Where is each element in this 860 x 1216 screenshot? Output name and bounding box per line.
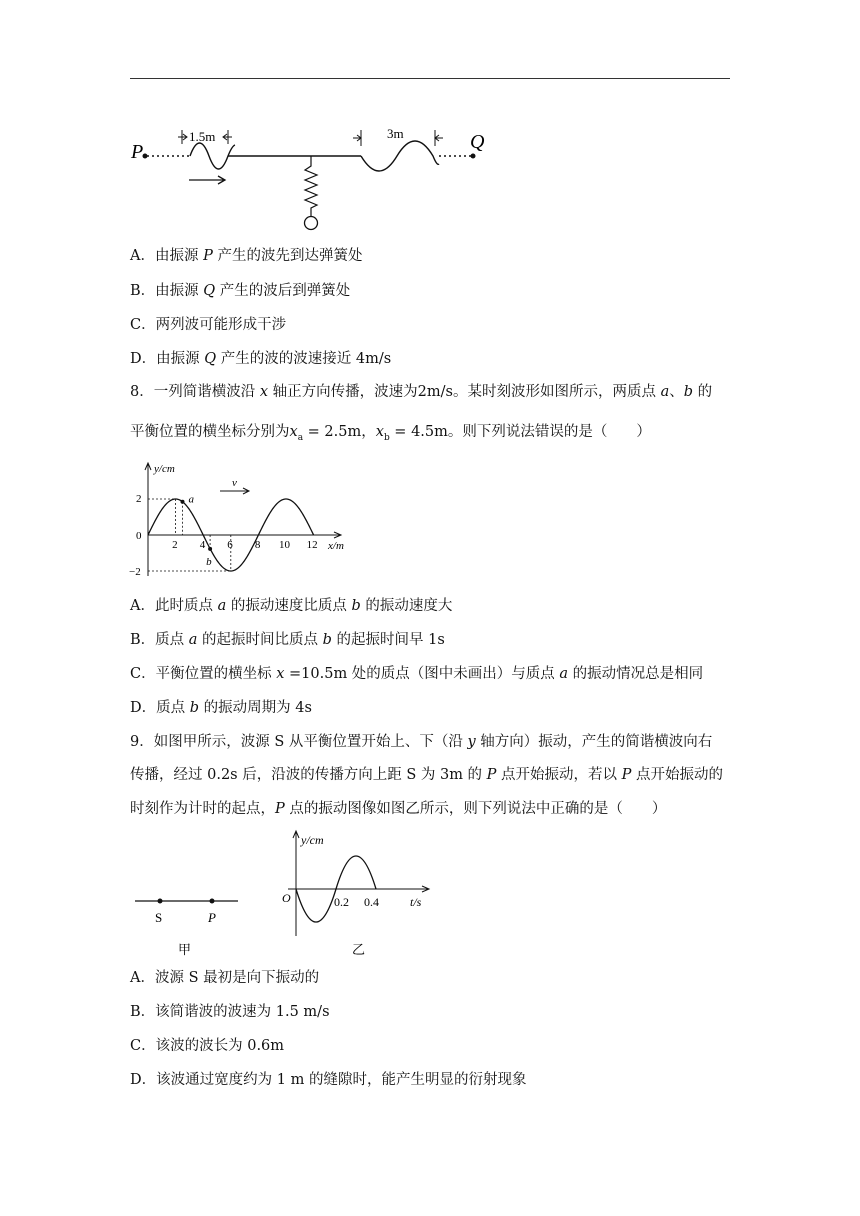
label-s: S bbox=[155, 910, 163, 925]
fig8-ytick-0: 0 bbox=[136, 530, 142, 542]
point-a bbox=[181, 500, 185, 504]
spring-mass bbox=[305, 217, 318, 230]
right-wave-packet bbox=[361, 141, 439, 171]
fig8-xtick-label: 4 bbox=[199, 539, 206, 551]
source-s-dot bbox=[158, 899, 163, 904]
q9-stem-line2: 传播，经过 0.2s 后，沿波的传播方向上距 S 为 3m 的 P 点开始振动，若以 P 点开始振动的 bbox=[130, 767, 724, 783]
source-p-dot bbox=[143, 154, 148, 159]
fig8-ytick-2: 2 bbox=[136, 493, 142, 505]
point-b bbox=[208, 547, 212, 551]
label-p: P bbox=[131, 141, 144, 163]
q9-stem-line1: 9．如图甲所示，波源 S 从平衡位置开始上、下（沿 y 轴方向）振动，产生的简谐横波向右 bbox=[130, 734, 713, 750]
q7-option-a: A．由振源 P 产生的波先到达弹簧处 bbox=[130, 248, 363, 264]
yi-ylabel: y/cm bbox=[301, 833, 324, 847]
q9-option-d: D．该波通过宽度约为 1 m 的缝隙时，能产生明显的衍射现象 bbox=[130, 1072, 527, 1088]
header-rule bbox=[130, 78, 730, 79]
label-a: a bbox=[188, 493, 194, 506]
fig8-xtick-label: 6 bbox=[227, 539, 233, 551]
fig8-xtick-label: 8 bbox=[254, 539, 261, 551]
fig8-xtick-label: 12 bbox=[306, 539, 318, 551]
fig8-xlabel: x/m bbox=[328, 540, 344, 552]
label-right-wavelength: 3m bbox=[387, 126, 404, 141]
yi-tick-04: 0.4 bbox=[364, 895, 379, 909]
q8-stem-line2: 平衡位置的横坐标分别为$x_a = 2.5m$，$x_b = 4.5m$。则下列说法错误的是（ ） bbox=[130, 424, 651, 443]
spring bbox=[305, 156, 317, 216]
propagation-arrow bbox=[189, 176, 225, 184]
label-v: v bbox=[232, 477, 237, 489]
q9-option-b: B．该简谐波的波速为 1.5 m/s bbox=[130, 1004, 330, 1020]
q7-option-b: B．由振源 Q 产生的波后到弹簧处 bbox=[130, 283, 351, 299]
label-p-jia: P bbox=[208, 910, 216, 925]
label-q: Q bbox=[470, 131, 485, 153]
q7-option-d: D．由振源 Q 产生的波的波速接近 4m/s bbox=[130, 351, 392, 367]
source-q-dot bbox=[471, 154, 476, 159]
q8-option-d: D．质点 b 的振动周期为 4s bbox=[130, 700, 312, 716]
q9-stem-line3: 时刻作为计时的起点，P 点的振动图像如图乙所示，则下列说法中正确的是（ ） bbox=[130, 801, 667, 817]
yi-tick-02: 0.2 bbox=[334, 895, 349, 909]
caption-jia: 甲 bbox=[178, 942, 192, 957]
figure-jia bbox=[130, 880, 245, 960]
yi-origin: O bbox=[282, 891, 291, 905]
fig8-xtick-label: 10 bbox=[279, 539, 290, 551]
label-left-wavelength: 1.5m bbox=[189, 129, 216, 144]
fig8-ytick-neg2: −2 bbox=[129, 566, 141, 578]
fig8-ylabel: y/cm bbox=[154, 463, 175, 475]
q9-option-a: A．波源 S 最初是向下振动的 bbox=[130, 970, 320, 986]
q9-option-c: C．该波的波长为 0.6m bbox=[130, 1038, 285, 1054]
yi-xlabel: t/s bbox=[410, 895, 422, 909]
q8-stem-line1: 8．一列简谐横波沿 x 轴正方向传播，波速为2m/s。某时刻波形如图所示，两质点 a、b 的 bbox=[130, 384, 713, 400]
q7-option-c: C．两列波可能形成干涉 bbox=[130, 317, 287, 333]
wave-graph bbox=[128, 458, 368, 588]
caption-yi: 乙 bbox=[352, 942, 366, 957]
point-p-dot bbox=[210, 899, 215, 904]
label-b: b bbox=[206, 555, 212, 568]
q8-option-b: B．质点 a 的起振时间比质点 b 的起振时间早 1s bbox=[130, 632, 445, 648]
q8-option-c: C．平衡位置的横坐标 x =10.5m 处的质点（图中未画出）与质点 a 的振动情况总是相同 bbox=[130, 666, 704, 682]
q8-option-a: A．此时质点 a 的振动速度比质点 b 的振动速度大 bbox=[130, 598, 453, 614]
figure-yi bbox=[276, 826, 446, 960]
figure-two-sources-spring bbox=[125, 118, 505, 236]
fig8-xtick-label: 2 bbox=[172, 539, 178, 551]
